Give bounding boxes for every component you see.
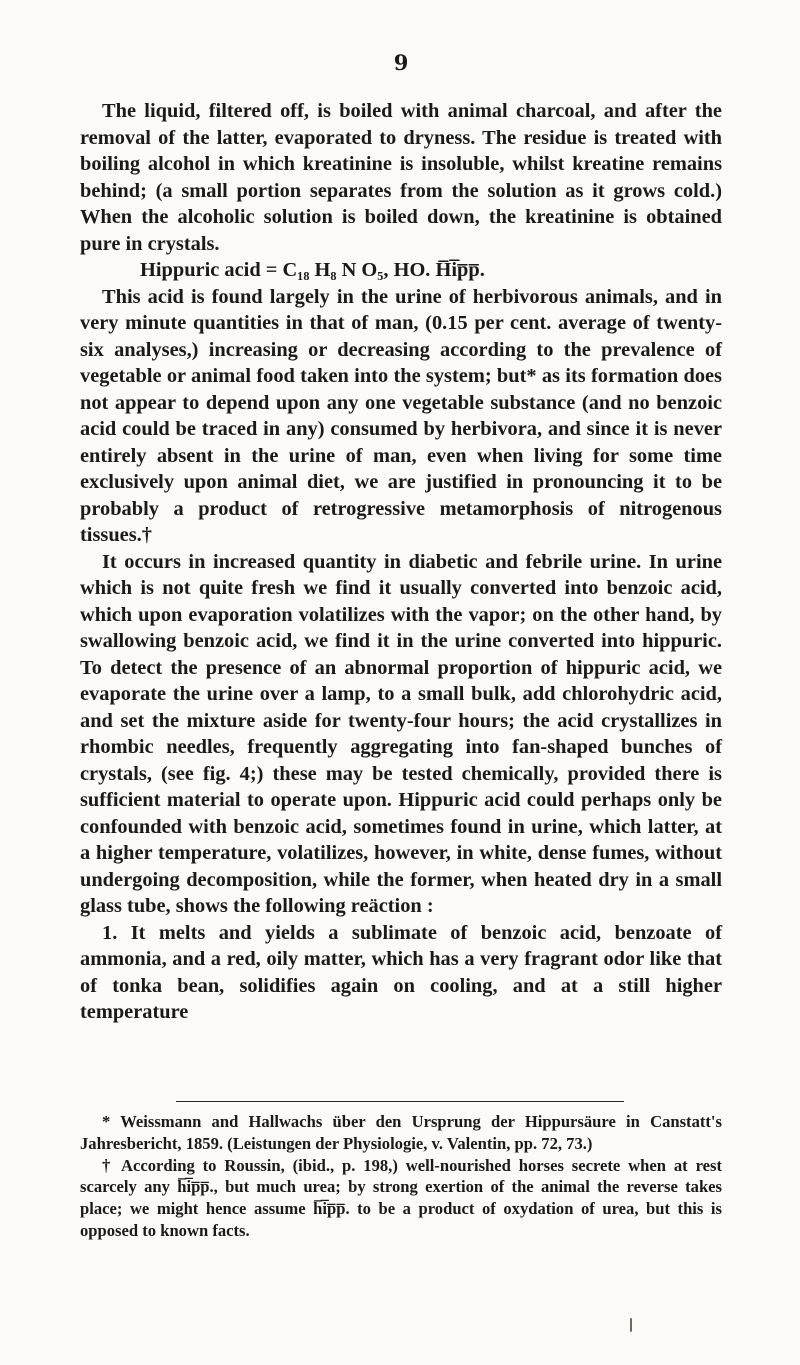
print-speck bbox=[630, 1318, 632, 1332]
body-text bbox=[80, 98, 722, 1026]
paragraph-reaction-step-1: 1. It melts and yields a sublimate of benzoic acid, benzoate of ammonia, and a red, oily matter, which has a very fragrant odor like that of tonka bean, solidifies again on cooling, and at a still higher temperature bbox=[80, 921, 722, 1023]
footnote-dagger: † According to Roussin, (ibid., p. 198,) well-nourished horses secrete when at rest scarcely any h̅i̅p̅p̅., but much urea; by strong exertion of the animal the reverse takes place; we might hence assume h̅i̅p̅p̅. to be a product of oxydation of urea, but this is opposed to known facts. bbox=[80, 1155, 722, 1240]
footnote-asterisk: * Weissmann and Hallwachs über den Ursprung der Hippursäure in Canstatt's Jahresbericht, 1859. (Leistungen der Physiologie, v. Valentin, pp. 72, 73.) bbox=[80, 1112, 722, 1153]
page-number: 9 bbox=[393, 50, 409, 75]
paragraph-hippuric-occurrence: This acid is found largely in the urine of herbivorous animals, and in very minute quantities in that of man, (0.15 per cent. average of twenty-six analyses,) increasing or decreasing according to the prevalence of vegetable or animal food taken into the system; but* as its formation does not appear to depend upon any one vegetable substance (and no benzoic acid could be traced in any) consumed by herbivora, and since it is never entirely absent in the urine of man, even when living for some time exclusively upon animal diet, we are justified in pronouncing it to be probably a product of retrogressive metamorphosis of nitrogenous tissues.† bbox=[80, 285, 722, 546]
hippuric-acid-formula: Hippuric acid = C₁₈ H₈ N O₅, HO. H̅i̅p̅p̅. bbox=[140, 259, 485, 281]
footnotes bbox=[80, 1111, 722, 1242]
paragraph-kreatinine-purification: The liquid, filtered off, is boiled with animal charcoal, and after the removal of the latter, evaporated to dryness. The residue is treated with boiling alcohol in which kreatinine is insoluble, whilst kreatine remains behind; (a small portion separates from the solution as it grows cold.) When the alcoholic solution is boiled down, the kreatinine is obtained pure in crystals. bbox=[80, 100, 722, 255]
paragraph-hippuric-detection: It occurs in increased quantity in diabetic and febrile urine. In urine which is not quite fresh we find it usually converted into benzoic acid, which upon evaporation volatilizes with the vapor; on the other hand, by swallowing benzoic acid, we find it in the urine converted into hippuric. To detect the presence of an abnormal proportion of hippuric acid, we evaporate the urine over a lamp, to a small bulk, add chlorohydric acid, and set the mixture aside for twenty-four hours; the acid crystallizes in rhombic needles, frequently aggregating into fan-shaped bunches of crystals, (see fig. 4;) these may be tested chemically, provided there is sufficient material to operate upon. Hippuric acid could perhaps only be confounded with benzoic acid, sometimes found in urine, which latter, at a higher temperature, volatilizes, however, in white, dense fumes, without undergoing decomposition, while the former, when heated dry in a small glass tube, shows the following reäction : bbox=[80, 550, 722, 917]
footnote-divider bbox=[176, 1101, 624, 1102]
